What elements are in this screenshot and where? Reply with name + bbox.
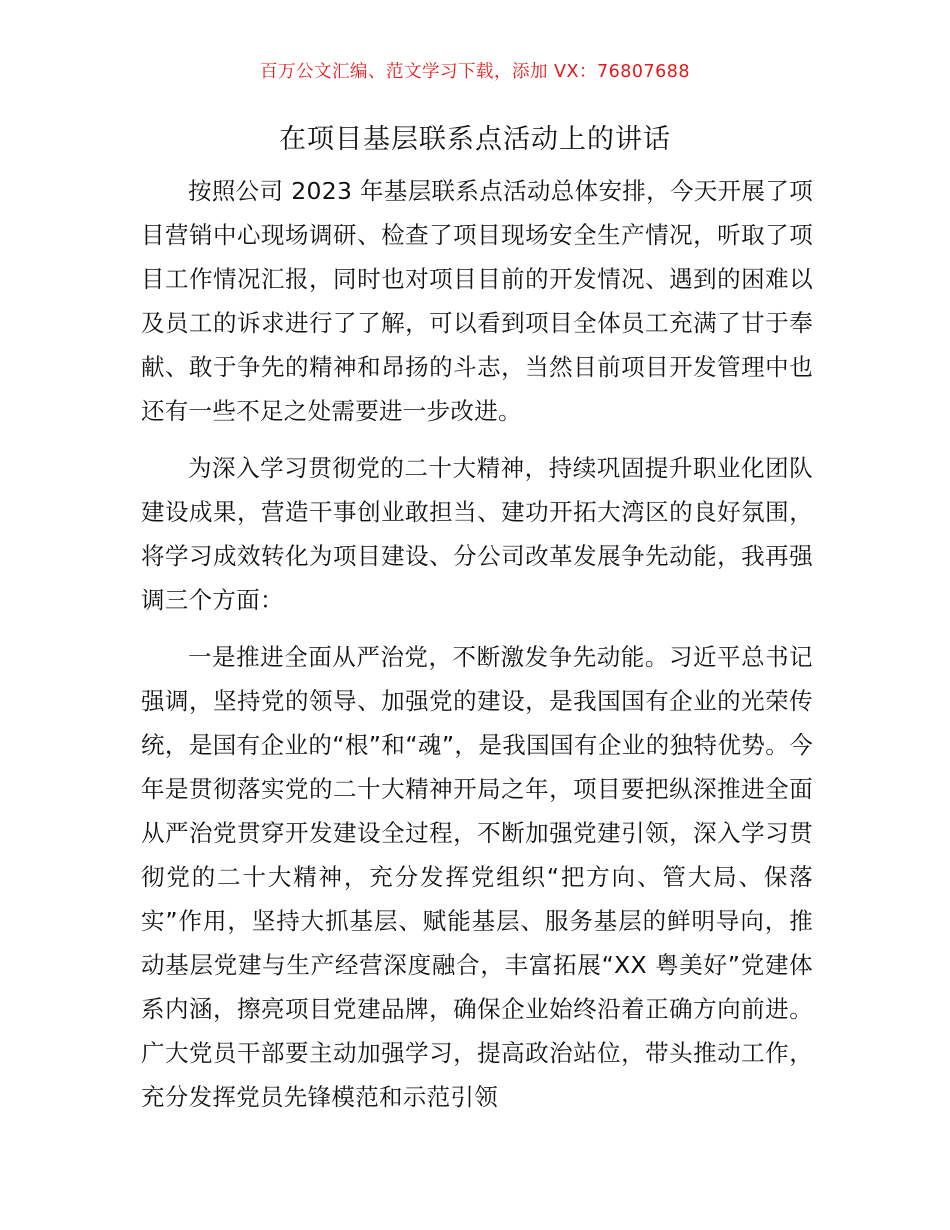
document-body (141, 169, 813, 1111)
paragraph-intro: 按照公司 2023 年基层联系点活动总体安排，今天开展了项目营销中心现场调研、检查了项目现场安全生产情况，听取了项目工作情况汇报，同时也对项目目前的开发情况、遇到的困难以及员工的诉求进行了了解，可以看到项目全体员工充满了甘于奉献、敢于争先的精神和昂扬的斗志，当然目前项目开发管理中也还有一些不足之处需要进一步改进。 (141, 177, 813, 425)
document-title: 在项目基层联系点活动上的讲话 (279, 124, 671, 155)
paragraph-point-one: 一是推进全面从严治党，不断激发争先动能。习近平总书记强调，坚持党的领导、加强党的建设，是我国国有企业的光荣传统，是国有企业的“根”和“魂”，是我国国有企业的独特优势。今年是贯彻落实党的二十大精神开局之年，项目要把纵深推进全面从严治党贯穿开发建设全过程，不断加强党建引领，深入学习贯彻党的二十大精神，充分发挥党组织“把方向、管大局、保落实”作用，坚持大抓基层、赋能基层、服务基层的鲜明导向，推动基层党建与生产经营深度融合，丰富拓展“XX 粤美好”党建体系内涵，擦亮项目党建品牌，确保企业始终沿着正确方向前进。广大党员干部要主动加强学习，提高政治站位，带头推动工作，充分发挥党员先锋模范和示范引领 (141, 643, 813, 1111)
promo-banner: 百万公文汇编、范文学习下载，添加 VX：76807688 (259, 62, 691, 82)
paragraph-emphasis: 为深入学习贯彻党的二十大精神，持续巩固提升职业化团队建设成果，营造干事创业敢担当、建功开拓大湾区的良好氛围，将学习成效转化为项目建设、分公司改革发展争先动能，我再强调三个方面： (141, 454, 813, 614)
